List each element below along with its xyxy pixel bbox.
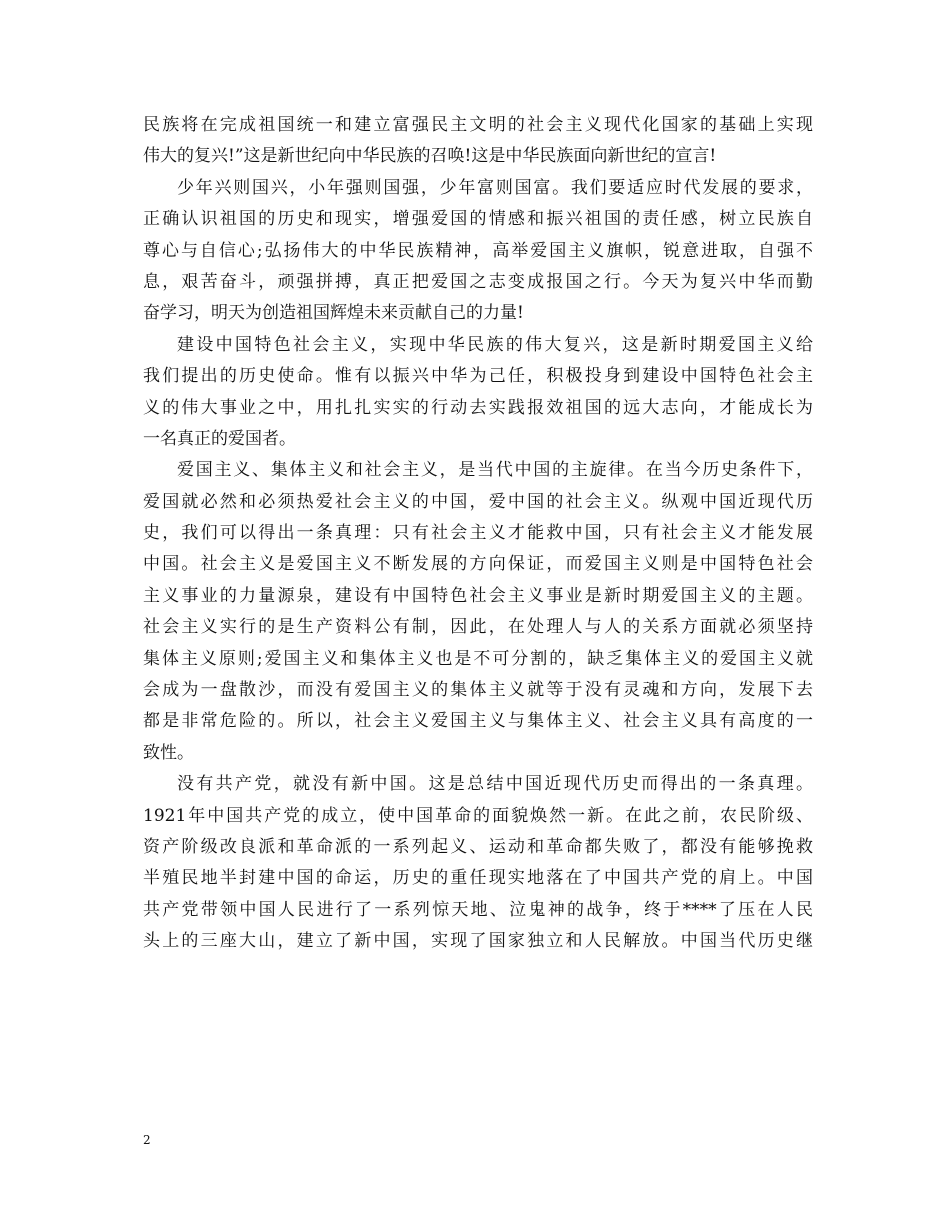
text-line: 都是非常危险的。所以，社会主义爱国主义与集体主义、社会主义具有高度的一 xyxy=(143,711,813,732)
text-line: 少年兴则国兴，小年强则国强，少年富则国富。我们要适应时代发展的要求， xyxy=(177,177,813,198)
text-line: 会成为一盘散沙，而没有爱国主义的集体主义就等于没有灵魂和方向，发展下去 xyxy=(143,680,813,701)
paragraph xyxy=(143,330,813,456)
text-line: 爱国就必然和必须热爱社会主义的中国，爱中国的社会主义。纵观中国近现代历 xyxy=(143,491,813,512)
text-line: 爱国主义、集体主义和社会主义，是当代中国的主旋律。在当今历史条件下， xyxy=(177,460,813,481)
text-line: 一名真正的爱国者。 xyxy=(143,428,296,449)
text-line: 集体主义原则;爱国主义和集体主义也是不可分割的，缺乏集体主义的爱国主义就 xyxy=(143,648,813,669)
text-line: 半殖民地半封建中国的命运，历史的重任现实地落在了中国共产党的肩上。中国 xyxy=(143,868,813,889)
text-line: 1921年中国共产党的成立，使中国革命的面貌焕然一新。在此之前，农民阶级、 xyxy=(143,805,813,826)
text-line: 伟大的复兴!”这是新世纪向中华民族的召唤!这是中华民族面向新世纪的宣言! xyxy=(143,146,717,167)
text-line: 没有共产党，就没有新中国。这是总结中国近现代历史而得出的一条真理。 xyxy=(177,774,813,795)
text-line: 史，我们可以得出一条真理：只有社会主义才能救中国，只有社会主义才能发展 xyxy=(143,523,813,544)
text-line: 中国。社会主义是爱国主义不断发展的方向保证，而爱国主义则是中国特色社会 xyxy=(143,554,813,575)
text-line: 头上的三座大山，建立了新中国，实现了国家独立和人民解放。中国当代历史继 xyxy=(143,931,813,952)
paragraph xyxy=(143,455,813,769)
document-body xyxy=(143,110,813,958)
text-line: 资产阶级改良派和革命派的一系列起义、运动和革命都失败了，都没有能够挽救 xyxy=(143,836,813,857)
text-line: 我们提出的历史使命。惟有以振兴中华为己任，积极投身到建设中国特色社会主 xyxy=(143,366,813,387)
text-line: 民族将在完成祖国统一和建立富强民主文明的社会主义现代化国家的基础上实现 xyxy=(143,115,813,135)
text-line: 义的伟大事业之中，用扎扎实实的行动去实践报效祖国的远大志向，才能成长为 xyxy=(143,397,813,418)
text-line: 建设中国特色社会主义，实现中华民族的伟大复兴，这是新时期爱国主义给 xyxy=(177,334,813,355)
text-line: 尊心与自信心;弘扬伟大的中华民族精神，高举爱国主义旗帜，锐意进取，自强不 xyxy=(143,240,813,261)
text-line: 主义事业的力量源泉，建设有中国特色社会主义事业是新时期爱国主义的主题。 xyxy=(143,585,813,606)
page-number: 2 xyxy=(143,1133,151,1147)
text-line: 奋学习，明天为创造祖国辉煌未来贡献自己的力量! xyxy=(143,303,524,324)
text-line: 息，艰苦奋斗，顽强拼搏，真正把爱国之志变成报国之行。今天为复兴中华而勤 xyxy=(143,271,813,292)
paragraph xyxy=(143,769,813,957)
text-line: 共产党带领中国人民进行了一系列惊天地、泣鬼神的战争，终于****了压在人民 xyxy=(143,899,813,920)
text-line: 社会主义实行的是生产资料公有制，因此，在处理人与人的关系方面就必须坚持 xyxy=(143,617,813,638)
text-line: 致性。 xyxy=(143,742,194,763)
paragraph xyxy=(143,110,813,173)
text-line: 正确认识祖国的历史和现实，增强爱国的情感和振兴祖国的责任感，树立民族自 xyxy=(143,209,813,230)
paragraph xyxy=(143,173,813,330)
